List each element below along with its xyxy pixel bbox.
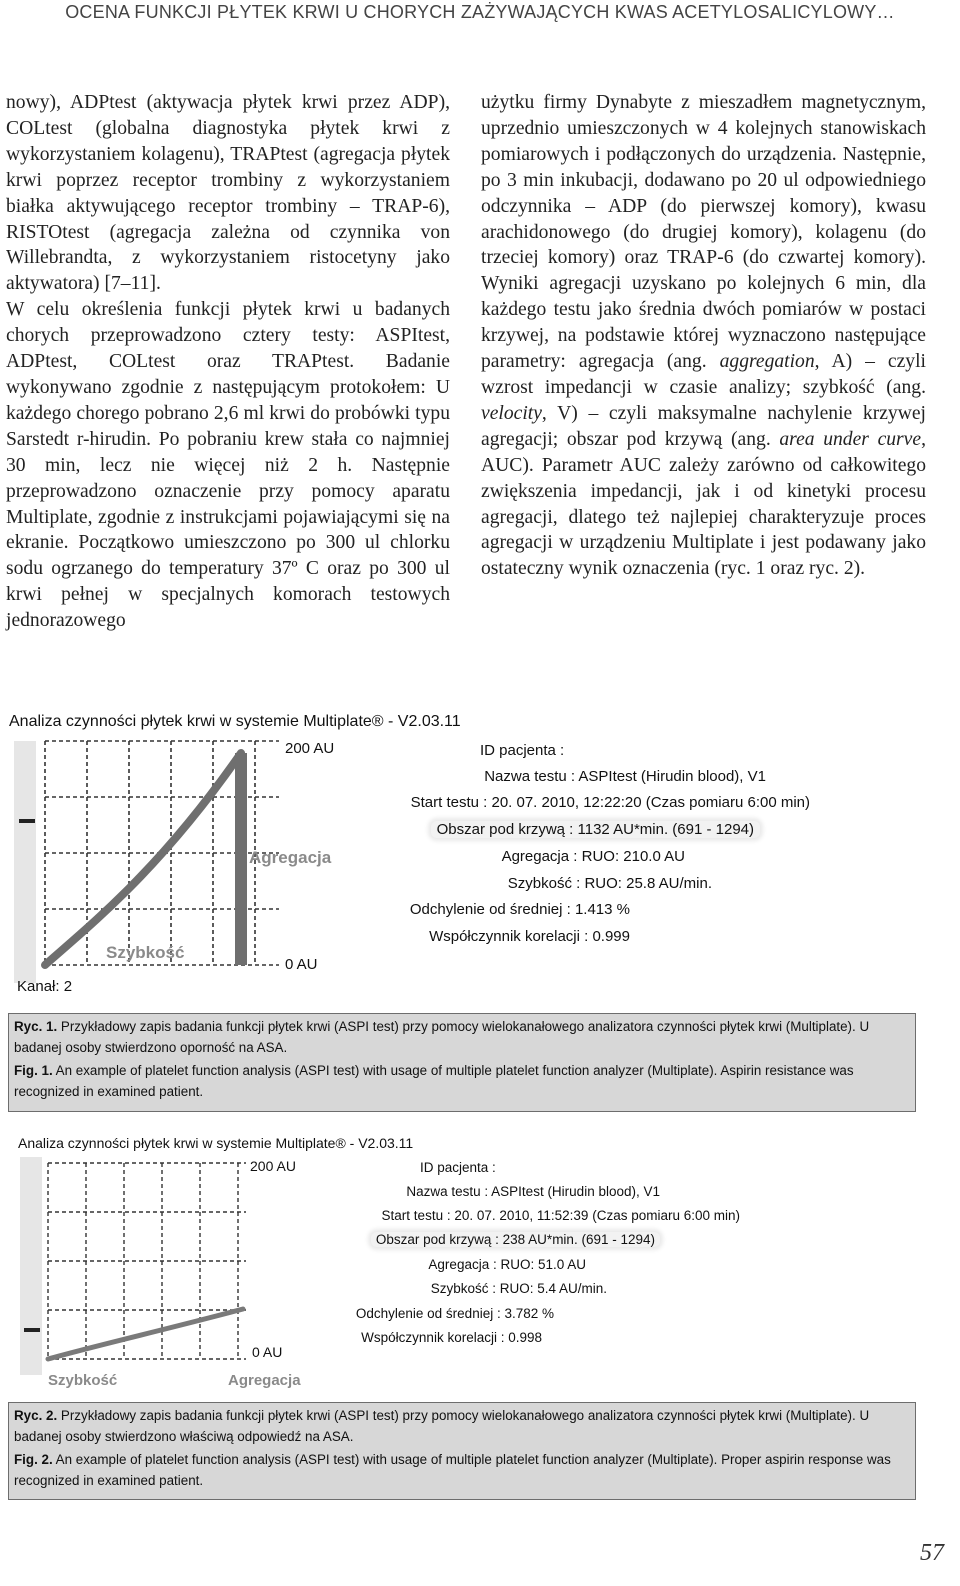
- channel-marker: [19, 819, 35, 823]
- figure-title: Analiza czynności płytek krwi w systemie Multiplate® - V2.03.11: [18, 1135, 414, 1151]
- figure-2-caption: [8, 1402, 916, 1500]
- au-min-label: 0 AU: [285, 956, 318, 973]
- velocity-value: Szybkość : RUO: 5.4 AU/min.: [430, 1281, 607, 1296]
- auc-value: Obszar pod krzywą : 238 AU*min. (691 - 1294): [371, 1232, 660, 1247]
- channel-label: Kanał: 2: [17, 978, 73, 995]
- aggregation-value: Agregacja : RUO: 210.0 AU: [501, 848, 685, 865]
- aggregation-value: Agregacja : RUO: 51.0 AU: [428, 1257, 586, 1272]
- patient-id: ID pacjenta :: [420, 1160, 496, 1175]
- figure-1-info: [409, 740, 810, 960]
- plot-grid: [48, 1163, 246, 1359]
- channel-marker: [24, 1328, 40, 1332]
- deviation-value: Odchylenie od średniej : 1.413 %: [409, 901, 630, 918]
- correlation-value: Współczynnik korelacji : 0.998: [361, 1330, 542, 1345]
- velocity-value: Szybkość : RUO: 25.8 AU/min.: [507, 875, 712, 892]
- aggregation-plot: [9, 711, 479, 996]
- paragraph: użytku firmy Dynabyte z mieszadłem magnetycznym, uprzednio umieszczonych w 4 kolejnych stanowiskach pomiarowych i podłączonych do urządzenia. Następnie, po 3 min inkubacji, dodawano po 20 ul odpowiedniego odczynnika – ADP (do pierwszej komory), kwasu arachidonowego (do drugiej komory), kolagenu (do trzeciej komory) oraz TRAP-6 (do czwartej komory). Wyniki agregacji uzyskano po kolejnych 6 min, dla każdego testu jako średnia dwóch pomiarów w postaci krzywej, na podstawie której wyznaczono następujące parametry: agregacja (ang. aggregation, A) – czyli wzrost impedancji w czasie analizy; szybkość (ang. velocity, V) – czyli maksymalne nachylenie krzywej agregacji; obszar pod krzywą (ang. area under curve, AUC). Parametr AUC zależy zarówno od całkowitego zwiększenia impedancji, jak i od kinetyki procesu agregacji, dlatego też najlepiej charakteryzuje proces agregacji w urządzeniu Multiplate i jest podawany jako ostateczny wynik oznaczenia (ryc. 1 oraz ryc. 2).: [481, 92, 926, 580]
- szybkosc-label: Szybkość: [48, 1372, 118, 1389]
- correlation-value: Współczynnik korelacji : 0.999: [429, 928, 630, 945]
- running-header: OCENA FUNKCJI PŁYTEK KRWI U CHORYCH ZAŻYWAJĄCYCH KWAS ACETYLOSALICYLOWY…: [65, 2, 895, 22]
- agregacja-label: Agregacja: [228, 1372, 301, 1389]
- caption-pl: Ryc. 1. Przykładowy zapis badania funkcji płytek krwi (ASPI test) przy pomocy wielokanałowego analizatora czynności płytek krwi (Multiplate). U badanej osoby stwierdzono oporność na ASA.: [14, 1019, 870, 1055]
- agregacja-label: Agregacja: [249, 848, 332, 867]
- deviation-value: Odchylenie od średniej : 3.782 %: [355, 1306, 554, 1321]
- figure-1-caption: [8, 1013, 916, 1112]
- auc-value: Obszar pod krzywą : 1132 AU*min. (691 - 1294): [431, 821, 760, 838]
- text-column-right: [481, 90, 926, 582]
- paragraph: nowy), ADPtest (aktywacja płytek krwi przez ADP), COLtest (globalna diagnostyka płytek krwi z wykorzystaniem kolagenu), TRAPtest (agregacja płytek krwi poprzez receptor trombiny z wykorzystaniem białka aktywującego receptor trombiny – TRAP-6), RISTOtest (agregacja zależna od czynnika von Willebrandta, z wykorzystaniem ristocetyny jako aktywatora) [7–11].: [6, 92, 450, 295]
- caption-en: Fig. 2. An example of platelet function analysis (ASPI test) with usage of multiple platelet function analyzer (Multiplate). Proper aspirin response was recognized in examined patient.: [14, 1452, 891, 1488]
- test-name: Nazwa testu : ASPItest (Hirudin blood), V1: [406, 1184, 660, 1199]
- text-column-left: [6, 90, 450, 634]
- figure-1-screenshot: [9, 711, 479, 996]
- test-name: Nazwa testu : ASPItest (Hirudin blood), V1: [484, 768, 766, 785]
- figure-2-info: [330, 1158, 740, 1348]
- caption-pl: Ryc. 2. Przykładowy zapis badania funkcji płytek krwi (ASPI test) przy pomocy wielokanałowego analizatora czynności płytek krwi (Multiplate). U badanej osoby stwierdzono właściwą odpowiedź na ASA.: [14, 1408, 870, 1444]
- paragraph: W celu określenia funkcji płytek krwi u badanych chorych przeprowadzono cztery testy: ASPItest, ADPtest, COLtest oraz TRAPtest. Badanie wykonywano zgodnie z następującym protokołem: U każdego chorego pobrano 2,6 ml krwi do probówki typu Sarstedt r-hirudin. Po pobraniu krew stała co najmniej 30 min, lecz nie więcej niż 2 h. Następnie przeprowadzono oznaczenie przy pomocy aparatu Multiplate, zgodnie z instrukcjami pojawiającymi się na ekranie. Początkowo umieszczono po 300 ul chlorku sodu ogrzanego do temperatury 37º C oraz po 300 ul krwi pełnej w specjalnych komorach testowych jednorazowego: [6, 299, 450, 632]
- caption-en: Fig. 1. An example of platelet function analysis (ASPI test) with usage of multiple platelet function analyzer (Multiplate). Aspirin resistance was recognized in examined patient.: [14, 1063, 854, 1099]
- au-min-label: 0 AU: [252, 1344, 283, 1360]
- au-max-label: 200 AU: [250, 1158, 296, 1174]
- aggregation-curve: [45, 753, 241, 965]
- test-start: Start testu : 20. 07. 2010, 11:52:39 (Czas pomiaru 6:00 min): [381, 1208, 740, 1223]
- test-start: Start testu : 20. 07. 2010, 12:22:20 (Czas pomiaru 6:00 min): [410, 794, 810, 811]
- aggregation-curve: [48, 1309, 243, 1359]
- channel-sidebar: [14, 741, 36, 983]
- page-number: 57: [920, 1540, 944, 1566]
- channel-sidebar: [20, 1157, 42, 1375]
- figure-title: Analiza czynności płytek krwi w systemie Multiplate® - V2.03.11: [9, 713, 461, 730]
- patient-id: ID pacjenta :: [480, 742, 565, 759]
- au-max-label: 200 AU: [285, 740, 335, 757]
- szybkosc-label: Szybkość: [106, 943, 185, 962]
